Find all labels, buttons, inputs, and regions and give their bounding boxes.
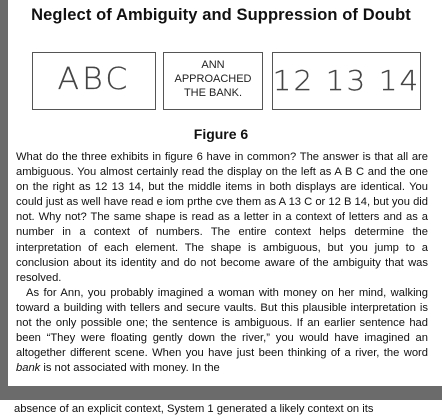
body-text [16, 150, 428, 376]
exhibit-center-panel [163, 52, 263, 110]
paragraph-2-text: As for Ann, you probably imagined a woman with money on her mind, walking toward a building with tellers and secure vaults. But this plausible interpretation is not the only possible one; the sentence is ambiguous. If an earlier sentence had been “They were floating gently down the river,” you would have imagined an altogether different scene. When you have just been thinking of a river, the word [16, 286, 428, 360]
exhibit-left-text: ABC [57, 62, 131, 97]
section-heading: Neglect of Ambiguity and Suppression of Doubt [31, 6, 411, 24]
exhibit-right-text: 12 13 14 [272, 64, 421, 97]
paragraph-2-tail: is not associated with money. In the [40, 362, 220, 375]
paragraph-1: What do the three exhibits in figure 6 have in common? The answer is that all are ambiguous. You almost certainly read the display on the left as A B C and the one on the right as 12 13 14, but the middle items in both displays are identical. You could just as well have read e iom prthe cve them as A 13 C or 12 B 14, but you did not. Why not? The same shape is read as a letter in a context of letters and as a number in a context of numbers. The entire context helps determine the interpretation of each element. The shape is ambiguous, but you jump to a conclusion about its identity and do not become aware of the ambiguity that was resolved. [16, 151, 428, 284]
figure-caption: Figure 6 [193, 126, 249, 142]
exhibit-center-line-1: ANN [201, 59, 225, 71]
exhibit-center-text [164, 58, 262, 100]
continuation-text: absence of an explicit context, System 1 generated a likely context on its [14, 403, 374, 415]
exhibit-right-panel [272, 52, 421, 110]
exhibit-center-line-3: THE BANK. [183, 87, 243, 99]
exhibit-center-line-2: APPROACHED [174, 73, 252, 85]
figure-6-exhibits [32, 52, 421, 110]
left-page-margin [0, 0, 8, 400]
paragraph-2-italic-word: bank [16, 362, 41, 375]
exhibit-left-panel [32, 52, 156, 110]
page-break-divider [0, 386, 442, 400]
paragraph-2 [16, 286, 428, 377]
